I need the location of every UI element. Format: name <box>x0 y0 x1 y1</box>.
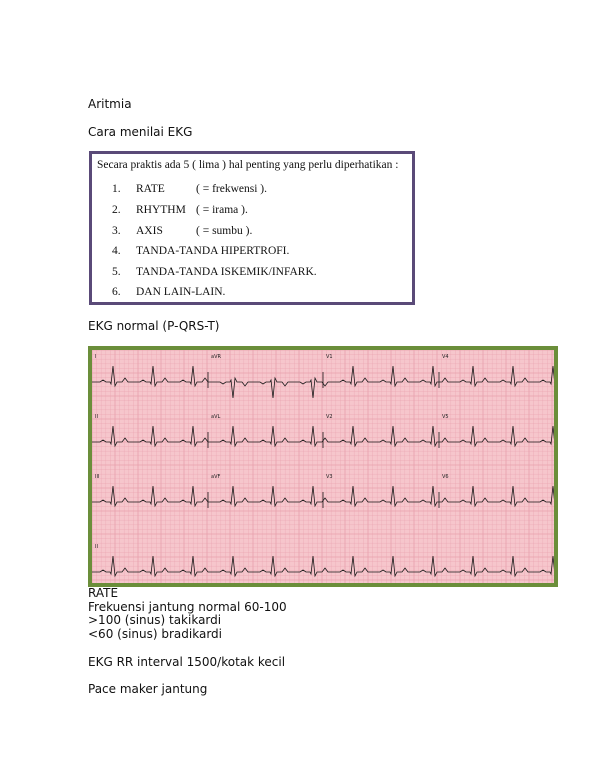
criteria-item-number: 4. <box>112 245 121 257</box>
criteria-item-number: 1. <box>112 183 121 195</box>
criteria-item-term: AXIS <box>136 225 163 237</box>
ekg-caption: EKG normal (P-QRS-T) <box>88 319 220 333</box>
criteria-item-term: RATE <box>136 183 165 195</box>
rate-line: Frekuensi jantung normal 60-100 <box>88 600 287 614</box>
ekg-lead-label: aVF <box>211 474 221 480</box>
criteria-item-desc: ( = sumbu ). <box>196 225 253 237</box>
criteria-item <box>112 183 267 195</box>
ekg-lead-label: I <box>95 354 97 360</box>
ekg-lead-label: V4 <box>442 354 449 360</box>
criteria-item-number: 3. <box>112 225 121 237</box>
ekg-lead-label: aVL <box>211 414 221 420</box>
criteria-item-term: DAN LAIN-LAIN. <box>136 286 226 298</box>
document-heading: Aritmia <box>88 97 132 111</box>
criteria-item-term: TANDA-TANDA HIPERTROFI. <box>136 245 290 257</box>
ekg-lead-label: V6 <box>442 474 449 480</box>
criteria-item <box>112 225 252 237</box>
pacemaker-note: Pace maker jantung <box>88 682 208 696</box>
criteria-item-number: 5. <box>112 266 121 278</box>
criteria-item-desc: ( = irama ). <box>196 204 248 216</box>
ekg-lead-label: III <box>95 474 100 480</box>
ekg-lead-label: V2 <box>326 414 333 420</box>
criteria-item-term: RHYTHM <box>136 204 186 216</box>
criteria-item <box>112 286 225 298</box>
rate-line: >100 (sinus) takikardi <box>88 613 222 627</box>
criteria-item <box>112 245 289 257</box>
rr-interval-note: EKG RR interval 1500/kotak kecil <box>88 655 286 669</box>
ekg-lead-label: aVR <box>211 354 221 360</box>
criteria-intro: Secara praktis ada 5 ( lima ) hal penting yang perlu diperhatikan : <box>97 159 399 171</box>
criteria-item-desc: ( = frekwensi ). <box>196 183 267 195</box>
ekg-lead-label: II <box>95 544 98 550</box>
rate-line: <60 (sinus) bradikardi <box>88 627 222 641</box>
criteria-item <box>112 266 317 278</box>
document-subheading: Cara menilai EKG <box>88 125 193 139</box>
ekg-image <box>88 346 558 587</box>
ekg-strip <box>92 350 554 583</box>
criteria-item <box>112 204 248 216</box>
ekg-lead-label: V5 <box>442 414 449 420</box>
ekg-lead-label: V3 <box>326 474 333 480</box>
criteria-item-term: TANDA-TANDA ISKEMIK/INFARK. <box>136 266 317 278</box>
ekg-lead-label: II <box>95 414 98 420</box>
ekg-lead-label: V1 <box>326 354 333 360</box>
ekg-criteria-figure <box>89 151 415 305</box>
criteria-item-number: 2. <box>112 204 121 216</box>
rate-title: RATE <box>88 586 119 600</box>
criteria-item-number: 6. <box>112 286 121 298</box>
